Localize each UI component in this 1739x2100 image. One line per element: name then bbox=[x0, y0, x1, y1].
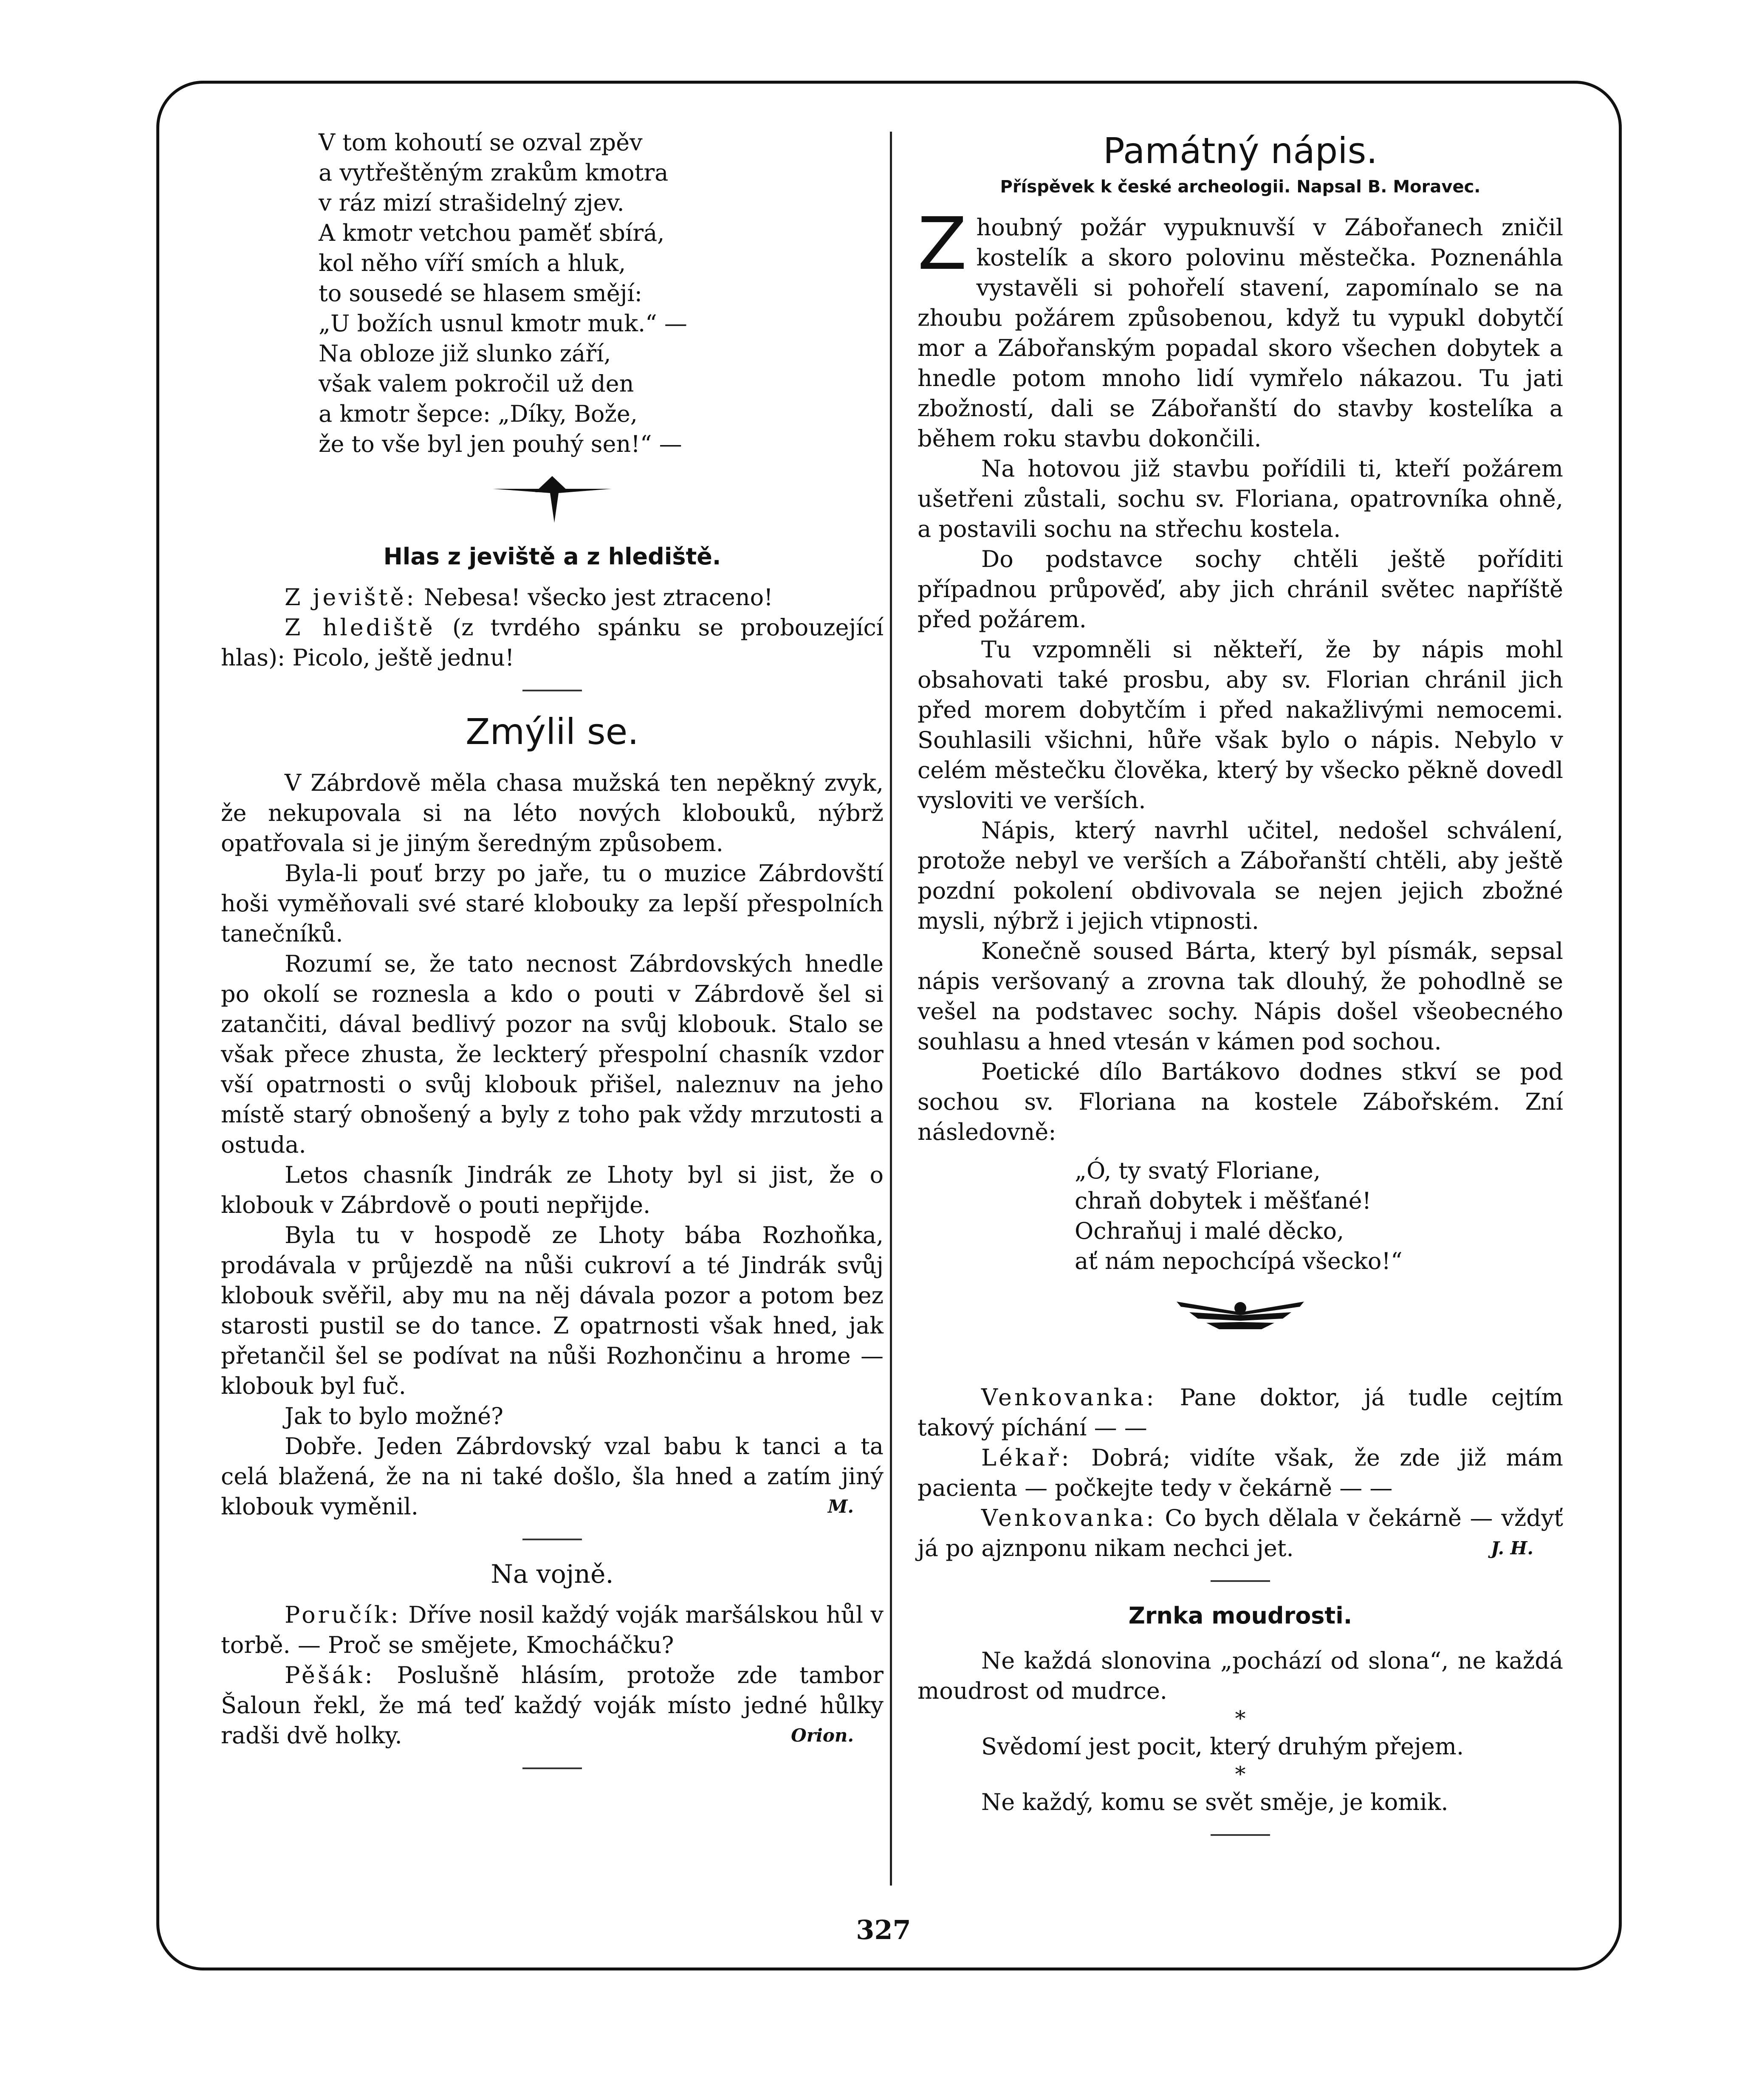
poem-line: Na obloze již slunko září, bbox=[319, 340, 611, 367]
verse-line: chraň dobytek i měšťané! bbox=[1075, 1187, 1372, 1214]
poem-line: a kmotr šepce: „Díky, Bože, bbox=[319, 400, 638, 427]
verse-line: Ochraňuj i malé děcko, bbox=[1075, 1218, 1344, 1244]
section-title-hlas: Hlas z jeviště a z hlediště. bbox=[383, 543, 721, 570]
article-paragraph: Tu vzpomněli si někteří, že by nápis mohl obsahovati také prosbu, aby sv. Florian chránil jich před morem dobytčím i před nakažlivými nemocemi. Souhlasili všichni, hůře však bylo o nápis. Nebylo v celém městečku člověka, který by všecko pěkně dovedl vysloviti ve verších. bbox=[917, 636, 1563, 814]
zrnka-item: Svědomí jest pocit, který druhým přejem. bbox=[981, 1733, 1464, 1760]
poem-line: že to vše byl jen pouhý sen!“ — bbox=[319, 431, 682, 457]
zmylil-paragraph: V Zábrdově měla chasa mužská ten nepěkný zvyk, že nekupovala si na léto nových klobouků, nýbrž opatřovala si je jiným šeredným způsobem. bbox=[221, 770, 884, 857]
ornament-fan bbox=[1172, 1289, 1308, 1336]
right-column bbox=[917, 127, 1563, 1853]
hlas-paragraph-1: Z jeviště: Nebesa! všecko jest ztraceno! bbox=[285, 584, 773, 611]
vojne-paragraph-1: Poručík: Dříve nosil každý voják maršálskou hůl v torbě. — Proč se smějete, Kmocháčku? bbox=[221, 1601, 884, 1658]
dialog-line: Venkovanka: Co bych dělala v čekárně — vždyť já po ajznponu nikam nechci jet. J. H. bbox=[917, 1503, 1563, 1563]
article-first-paragraph: Zhoubný požár vypuknuvší v Zábořanech zničil kostelík a skoro polovinu městečka. Poznenáhla vystavěli si pohořelí stavení, zapomínalo se na zhoubu požárem způsobenou, když tu vypukl dobytčí mor a Zábořanským popadal skoro všechen dobytek a hnedle potom mnoho lidí vymřelo nákazou. Tu jati zbožností, dali se Zábořanští do stavby kostelíka a během roku stavbu dokončili. bbox=[917, 202, 1563, 452]
ornament-arrow bbox=[484, 472, 620, 527]
article-paragraph: Do podstavce sochy chtěli ještě poříditi případnou průpověď, aby jich chránil světec napříště před požárem. bbox=[917, 546, 1563, 633]
poem-line: v ráz mizí strašidelný zjev. bbox=[319, 189, 624, 216]
left-column bbox=[221, 127, 884, 1786]
zrnka-item: Ne každý, komu se svět směje, je komik. bbox=[981, 1789, 1448, 1815]
zmylil-paragraph: Byla tu v hospodě ze Lhoty bába Rozhoňka, prodávala v průjezdě na nůši cukroví a té Jindrák svůj klobouk svěřil, aby mu na něj dávala pozor a potom bez starosti pustil se do tance. Z opatrnosti však hned, jak přetančil šel se podívat na nůši Rozhončinu a hrome — klobouk byl fuč. bbox=[221, 1222, 884, 1399]
divider bbox=[522, 1539, 582, 1540]
dialog-line: Lékař: Dobrá; vidíte však, že zde již mám pacienta — počkejte tedy v čekárně — — bbox=[917, 1444, 1563, 1501]
poem-line: A kmotr vetchou paměť sbírá, bbox=[319, 220, 665, 246]
star-separator: * bbox=[1235, 1762, 1246, 1787]
poem bbox=[319, 127, 884, 459]
zmylil-paragraph: Byla-li pouť brzy po jaře, tu o muzice Zábrdovští hoši vyměňovali své staré klobouky za lepší přespolních tanečníků. bbox=[221, 860, 884, 947]
zmylil-paragraph: Rozumí se, že tato necnost Zábrdovských hnedle po okolí se roznesla a kdo o pouti v Zábrdově šel si zatančiti, dával bedlivý pozor na svůj klobouk. Stalo se však přece zhusta, že leckterý přespolní chasník vzdor vší opatrnosti o svůj klobouk přišel, naleznuv na jeho místě starý obnošený a byly z toho pak vždy mrzutosti a ostuda. bbox=[221, 950, 884, 1158]
poem-line: „U božích usnul kmotr muk.“ — bbox=[319, 310, 687, 337]
divider bbox=[522, 690, 582, 691]
signature: J. H. bbox=[1491, 1538, 1533, 1559]
zmylil-paragraph: Jak to bylo možné? bbox=[285, 1403, 503, 1429]
poem-line: V tom kohoutí se ozval zpěv bbox=[319, 129, 643, 156]
divider bbox=[522, 1767, 582, 1769]
column-separator bbox=[890, 132, 892, 1886]
inscription-verse bbox=[1075, 1156, 1563, 1276]
signature: M. bbox=[827, 1496, 854, 1517]
article-paragraph: Poetické dílo Bartákovo dodnes stkví se pod sochou sv. Floriana na kostele Zábořském. Zní následovně: bbox=[917, 1058, 1563, 1145]
vojne-paragraph-2: Pěšák: Poslušně hlásím, protože zde tambor Šaloun řekl, že má teď každý voják místo jedné hůlky radši dvě holky. Orion. bbox=[221, 1660, 884, 1750]
dialog-line: Venkovanka: Pane doktor, já tudle cejtím takový píchání — — bbox=[917, 1384, 1563, 1441]
section-title-vojne: Na vojně. bbox=[491, 1559, 614, 1589]
divider bbox=[1211, 1834, 1270, 1836]
article-paragraph: Na hotovou již stavbu pořídili ti, kteří požárem ušetřeni zůstali, sochu sv. Floriana, opatrovníka ohně, a postavili sochu na střechu kostela. bbox=[917, 455, 1563, 542]
signature: Orion. bbox=[791, 1725, 854, 1746]
article-byline: Příspěvek k české archeologii. Napsal B. Moravec. bbox=[1000, 177, 1481, 197]
star-separator: * bbox=[1235, 1706, 1246, 1731]
section-title-zmylil: Zmýlil se. bbox=[466, 711, 639, 753]
poem-line: však valem pokročil už den bbox=[319, 370, 634, 397]
article-paragraph: Konečně soused Bárta, který byl písmák, sepsal nápis veršovaný a zrovna tak dlouhý, že pohodlně se vešel na podstavec sochy. Nápis došel všeobecného souhlasu a hned vtesán v kámen pod sochou. bbox=[917, 938, 1563, 1055]
hlas-paragraph-2: Z hlediště (z tvrdého spánku se probouzející hlas): Picolo, ještě jednu! bbox=[221, 614, 884, 671]
section-title-zrnka: Zrnka moudrosti. bbox=[1128, 1602, 1352, 1629]
zmylil-paragraph: Dobře. Jeden Zábrdovský vzal babu k tanci a ta celá blažená, že na ni také došlo, šla hned a zatím jiný klobouk vyměnil. M. bbox=[221, 1431, 884, 1522]
article-title: Památný nápis. bbox=[1103, 130, 1378, 172]
poem-line: to sousedé se hlasem smějí: bbox=[319, 280, 642, 307]
poem-line: kol něho víří smích a hluk, bbox=[319, 250, 626, 276]
verse-line: ať nám nepochcípá všecko!“ bbox=[1075, 1248, 1403, 1274]
zrnka-item: Ne každá slonovina „pochází od slona“, ne každá moudrost od mudrce. bbox=[917, 1647, 1563, 1704]
article-paragraph: Nápis, který navrhl učitel, nedošel schválení, protože nebyl ve verších a Zábořanští chtěli, aby ještě pozdní pokolení obdivovala se nejen jejich zbožné mysli, nýbrž i jejich vtipnosti. bbox=[917, 817, 1563, 934]
drop-cap: Z bbox=[917, 202, 967, 286]
zmylil-paragraph: Letos chasník Jindrák ze Lhoty byl si jist, že o klobouk v Zábrdově o pouti nepřijde. bbox=[221, 1161, 884, 1218]
verse-line: „Ó, ty svatý Floriane, bbox=[1075, 1157, 1321, 1184]
divider bbox=[1211, 1580, 1270, 1582]
page-number: 327 bbox=[841, 1911, 926, 1949]
poem-line: a vytřeštěným zrakům kmotra bbox=[319, 159, 669, 186]
